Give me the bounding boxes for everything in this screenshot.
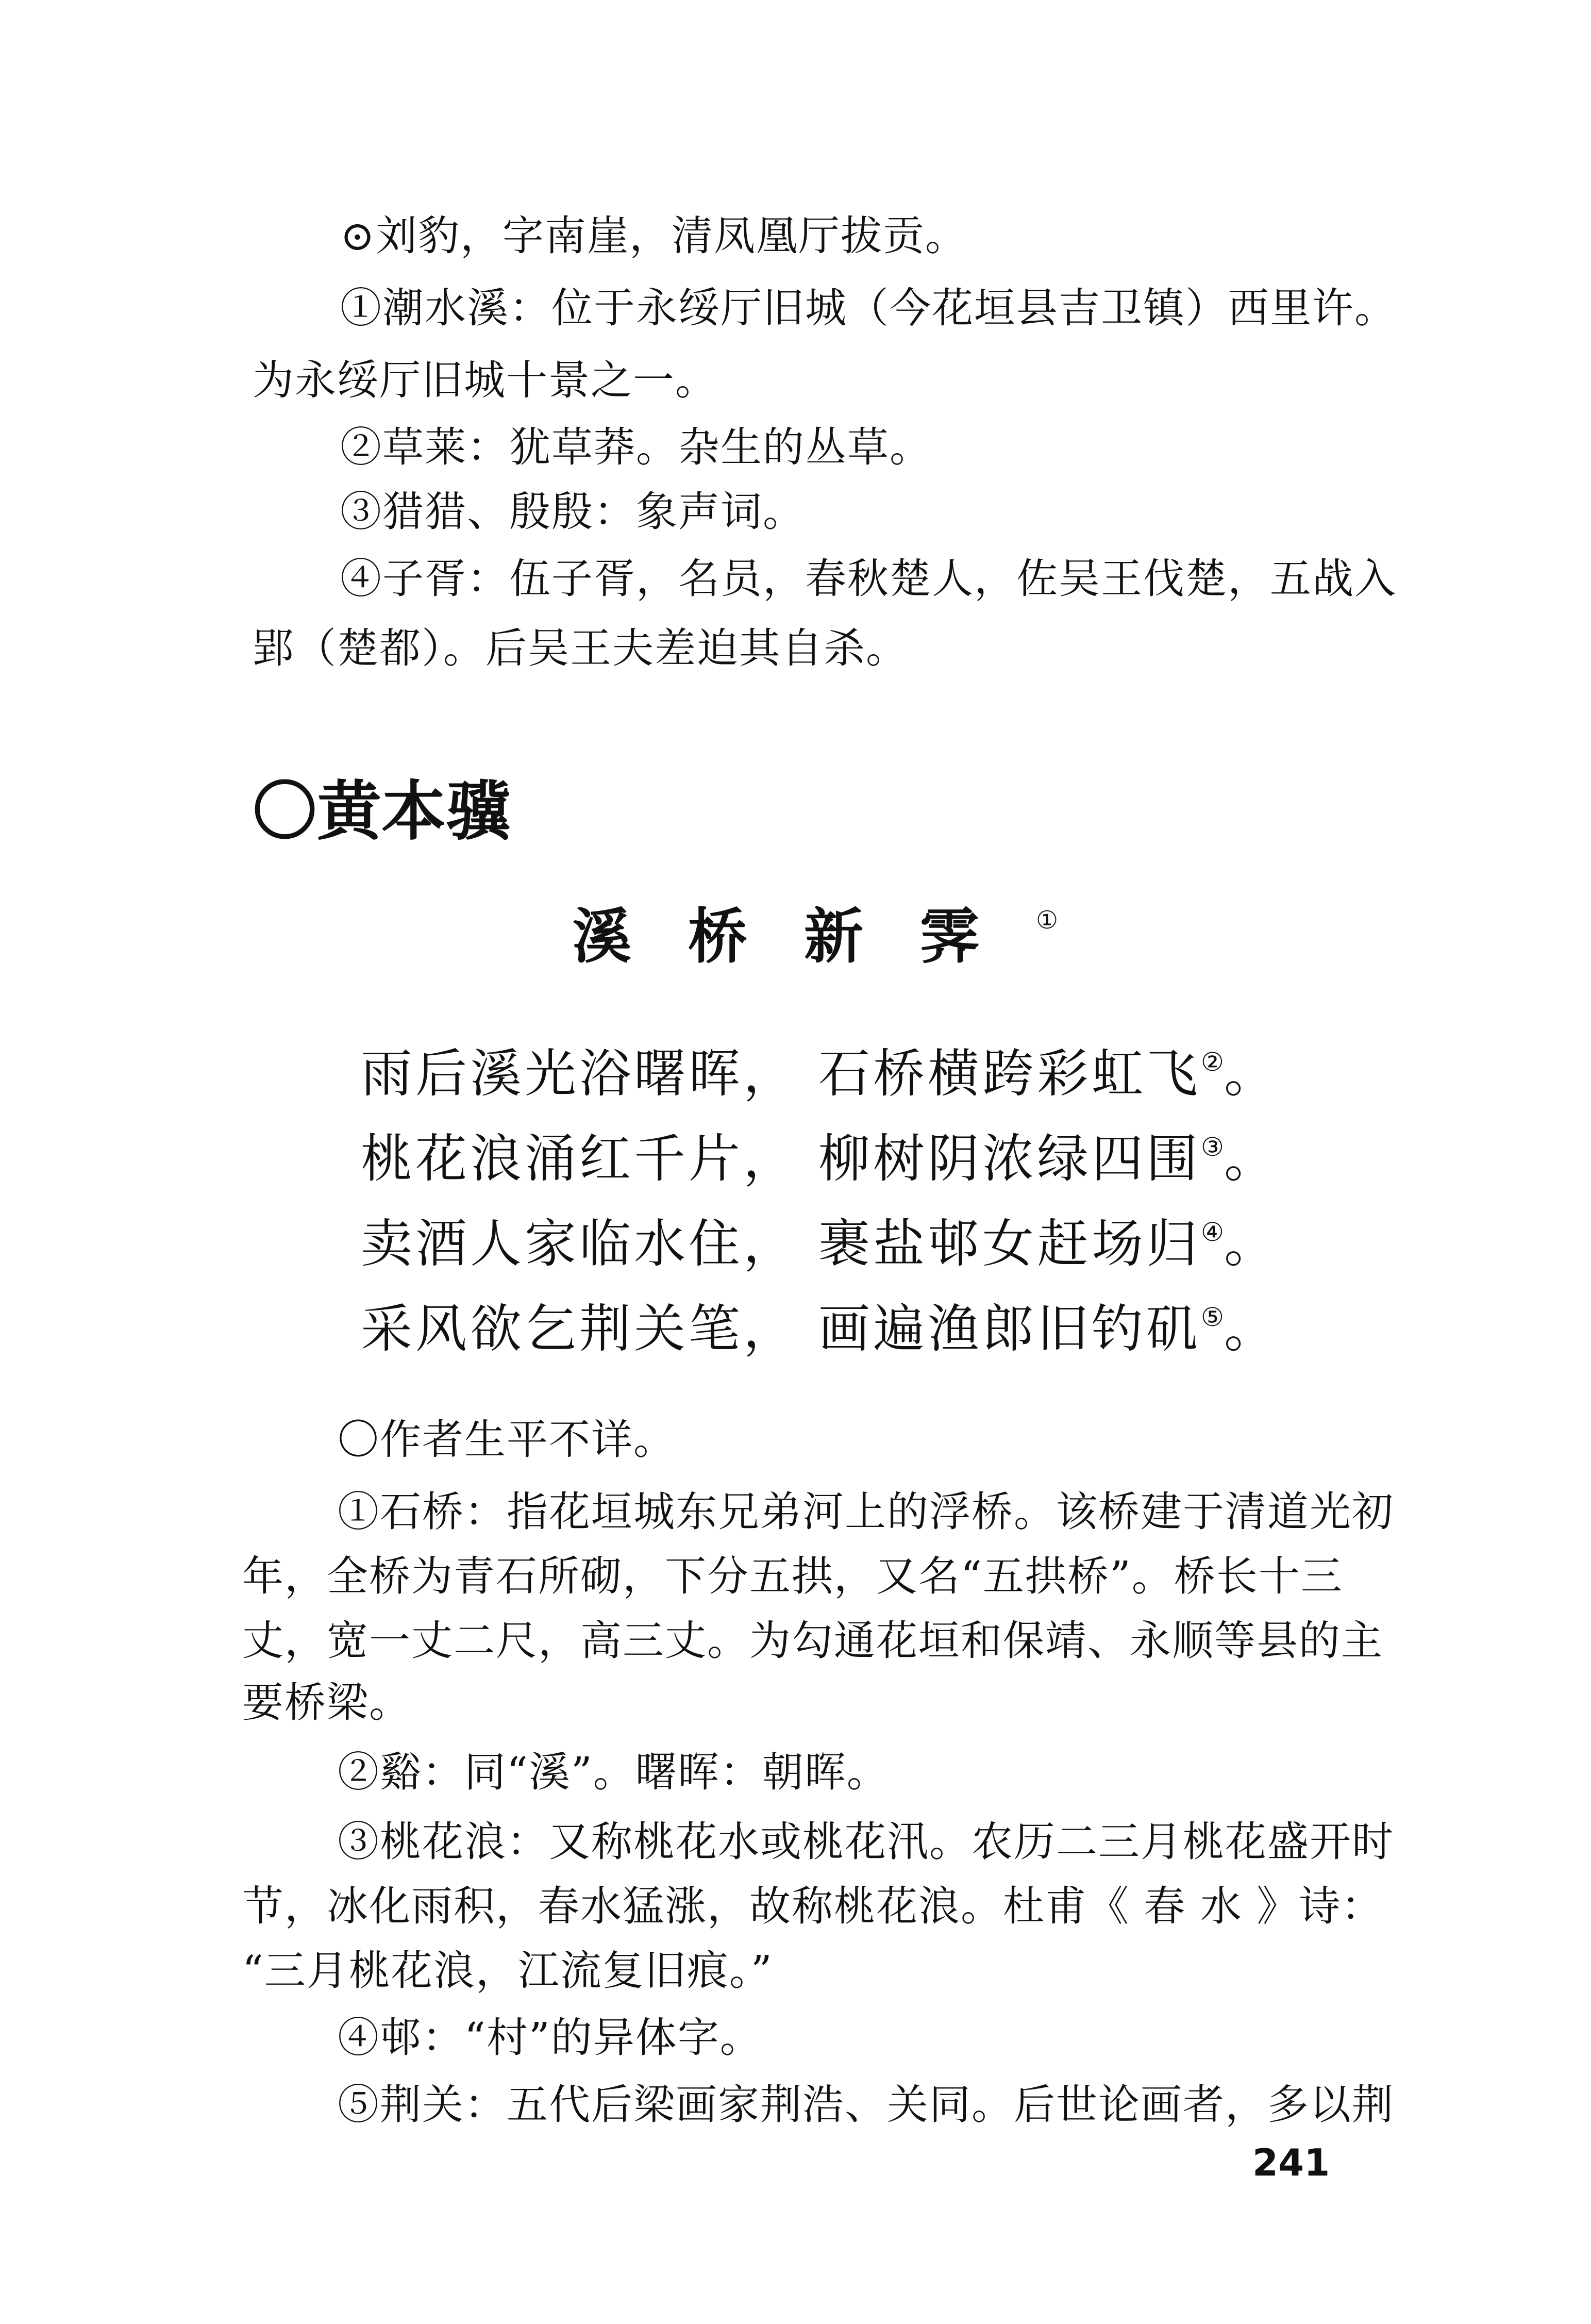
poem-line-second-half: 石桥横跨彩虹飞 [818, 1043, 1201, 1104]
note-3-lielie: ③猎猎、殷殷：象声词。 [340, 488, 805, 536]
poem-title [572, 884, 1058, 973]
note-3-taohualang: ③桃花浪：又称桃花水或桃花汛。农历二三月桃花盛开时 [338, 1818, 1394, 1866]
note-1-chaoshuixi: ①潮水溪：位于永绥厅旧城（今花垣县吉卫镇）西里许。 [340, 284, 1397, 332]
note-1-continuation: 年，全桥为青石所砌，下分五拱，又名“五拱桥”。桥长十三 [242, 1552, 1343, 1600]
poem-line [361, 1031, 1279, 1105]
note-1-shiqiao: ①石桥：指花垣城东兄弟河上的浮桥。该桥建于清道光初 [338, 1488, 1394, 1536]
poem-footnote-marker: ⑤ [1201, 1302, 1224, 1332]
poem-line-second-half: 裹盐邨女赶场归 [818, 1214, 1201, 1274]
note-author-unknown: 〇作者生平不详。 [338, 1416, 676, 1464]
note-3-continuation: 节，冰化雨积，春水猛涨，故称桃花浪。杜甫《 春 水 》诗： [242, 1882, 1384, 1930]
poem-line [361, 1116, 1279, 1190]
poem-period: 。 [1224, 1043, 1279, 1104]
poem-line-first-half: 雨后溪光浴曙晖 [361, 1043, 743, 1104]
poem-line-first-half: 桃花浪涌红千片 [361, 1128, 743, 1189]
note-4-zixu: ④子胥：伍子胥，名员，春秋楚人，佐吴王伐楚，五战入 [340, 555, 1397, 603]
poem-line-second-half: 画遍渔郎旧钓矶 [818, 1299, 1201, 1359]
poem-period: 。 [1224, 1128, 1279, 1189]
poem-line [361, 1286, 1279, 1360]
poem-period: 。 [1224, 1299, 1279, 1359]
poem-footnote-marker: ② [1201, 1047, 1224, 1077]
note-3-continuation: “三月桃花浪，江流复旧痕。” [242, 1947, 773, 1995]
poem-period: 。 [1224, 1214, 1279, 1274]
poem-line-first-half: 采风欲乞荆关笔 [361, 1299, 743, 1359]
note-1-continuation: 要桥梁。 [242, 1679, 411, 1727]
poem-title-text: 溪桥新霁 [572, 902, 1036, 971]
note-2-caolai: ②草莱：犹草莽。杂生的丛草。 [340, 423, 932, 471]
poem-comma: ， [743, 1299, 798, 1359]
poem-comma: ， [743, 1128, 798, 1189]
poem-footnote-marker: ③ [1201, 1132, 1224, 1162]
note-liubao: ⊙刘豹，字南崖，清凤凰厅拔贡。 [340, 212, 968, 260]
poem-line [361, 1201, 1279, 1275]
note-5-jingguan: ⑤荆关：五代后梁画家荆浩、关同。后世论画者，多以荆 [338, 2081, 1394, 2129]
poem-line-first-half: 卖酒人家临水住 [361, 1214, 743, 1274]
note-2-xi: ②谿：同“溪”。曙晖：朝晖。 [338, 1748, 889, 1796]
poem-title-footnote-marker: ① [1036, 906, 1059, 935]
poem-line-second-half: 柳树阴浓绿四围 [818, 1128, 1201, 1189]
note-1-continuation: 丈，宽一丈二尺，高三丈。为勾通花垣和保靖、永顺等县的主 [242, 1617, 1383, 1665]
poem-comma: ， [743, 1214, 798, 1274]
poem-footnote-marker: ④ [1201, 1217, 1224, 1247]
note-1-continuation: 为永绥厅旧城十景之一。 [253, 356, 717, 404]
note-4-cun: ④邨：“村”的异体字。 [338, 2014, 762, 2062]
page-number: 241 [1252, 2141, 1330, 2184]
note-4-continuation: 郢（楚都）。后吴王夫差迫其自杀。 [253, 624, 908, 672]
poem-comma: ， [743, 1043, 798, 1104]
author-heading: 〇黄本骥 [253, 774, 510, 849]
